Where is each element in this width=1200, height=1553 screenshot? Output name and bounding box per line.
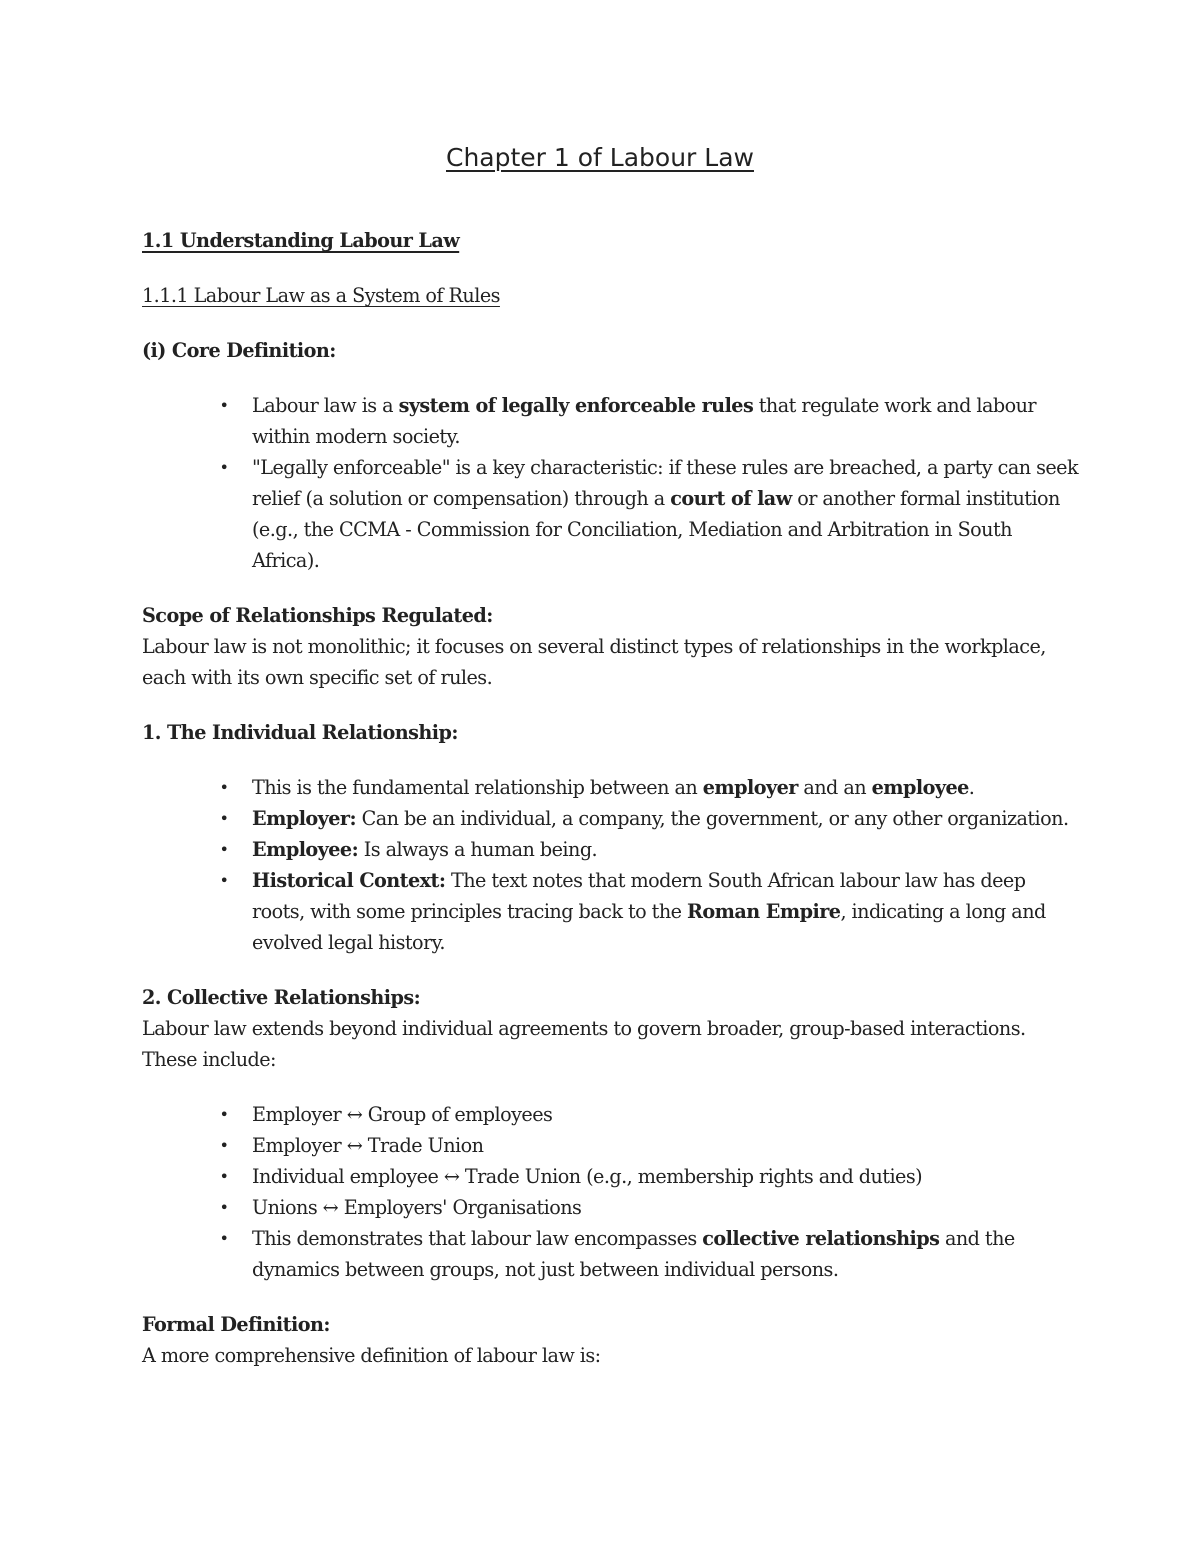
list-item	[219, 390, 1082, 452]
list-item	[219, 834, 1082, 865]
document-body	[142, 225, 1082, 1371]
list-item	[219, 452, 1082, 576]
item-text: and an	[797, 776, 872, 799]
list-item	[219, 1192, 1082, 1223]
bullet-icon: •	[219, 1136, 229, 1155]
section-heading-1-1: 1.1 Understanding Labour Law	[142, 229, 460, 252]
individual-relationship-heading: 1. The Individual Relationship:	[142, 721, 458, 744]
bullet-icon: •	[219, 1105, 229, 1124]
item-text: Is always a human being.	[358, 838, 598, 861]
bullet-icon: •	[219, 396, 229, 415]
bullet-icon: •	[219, 1229, 229, 1248]
bullet-icon: •	[219, 778, 229, 797]
item-text: or another formal institution (e.g., the CCMA - Commission for Conciliation, Mediation and Arbitration in South Africa).	[252, 487, 1060, 572]
bullet-icon: •	[219, 1198, 229, 1217]
item-bold-text: system of legally enforceable rules	[398, 394, 754, 417]
bullet-icon: •	[219, 458, 229, 477]
item-bold-text: court of law	[670, 487, 792, 510]
item-text: "Legally enforceable" is a key characteristic: if these rules are breached, a party can seek relief (a solution or compensation) through a	[252, 456, 1079, 510]
core-definition-list	[142, 390, 1082, 576]
bullet-icon: •	[219, 871, 229, 890]
individual-relationship-list	[142, 772, 1082, 958]
item-text: This demonstrates that labour law encompasses	[252, 1227, 703, 1250]
collective-paragraph: Labour law extends beyond individual agreements to govern broader, group-based interactions. These include:	[142, 1017, 1026, 1071]
formal-definition-paragraph: A more comprehensive definition of labour law is:	[142, 1344, 601, 1367]
item-text: that regulate work and labour within modern society.	[252, 394, 1037, 448]
core-definition-heading: (i) Core Definition:	[142, 339, 336, 362]
item-text: Labour law is a	[252, 394, 399, 417]
list-item	[219, 1223, 1082, 1285]
formal-definition-heading: Formal Definition:	[142, 1313, 330, 1336]
item-text: The text notes that modern South African labour law has deep roots, with some principles tracing back to the	[252, 869, 1026, 923]
item-bold-text: employee	[871, 776, 969, 799]
item-text: and the dynamics between groups, not just between individual persons.	[252, 1227, 1015, 1281]
item-text: Employer ↔ Trade Union	[252, 1134, 484, 1157]
item-bold-text: Employee:	[252, 838, 359, 861]
collective-relationships-list	[142, 1099, 1082, 1285]
bullet-icon: •	[219, 809, 229, 828]
item-text: , indicating a long and evolved legal history.	[252, 900, 1046, 954]
item-text: Individual employee ↔ Trade Union (e.g., membership rights and duties)	[252, 1165, 923, 1188]
item-text: Employer ↔ Group of employees	[252, 1103, 553, 1126]
list-item	[219, 1130, 1082, 1161]
list-item	[219, 1161, 1082, 1192]
item-text: Can be an individual, a company, the government, or any other organization.	[356, 807, 1069, 830]
list-item	[219, 865, 1082, 958]
item-bold-text: collective relationships	[702, 1227, 940, 1250]
item-bold-text: Historical Context:	[252, 869, 446, 892]
document-title: Chapter 1 of Labour Law	[446, 143, 754, 172]
scope-paragraph: Labour law is not monolithic; it focuses on several distinct types of relationships in the workplace, each with its own specific set of rules.	[142, 635, 1046, 689]
item-bold-text: Roman Empire	[686, 900, 841, 923]
collective-relationships-heading: 2. Collective Relationships:	[142, 986, 421, 1009]
scope-heading: Scope of Relationships Regulated:	[142, 604, 493, 627]
list-item	[219, 1099, 1082, 1130]
item-text: Unions ↔ Employers' Organisations	[252, 1196, 582, 1219]
item-bold-text: Employer:	[252, 807, 357, 830]
item-text: .	[968, 776, 975, 799]
item-bold-text: employer	[702, 776, 798, 799]
subsection-heading-1-1-1: 1.1.1 Labour Law as a System of Rules	[142, 284, 500, 307]
bullet-icon: •	[219, 1167, 229, 1186]
bullet-icon: •	[219, 840, 229, 859]
list-item	[219, 803, 1082, 834]
list-item	[219, 772, 1082, 803]
item-text: This is the fundamental relationship between an	[252, 776, 703, 799]
